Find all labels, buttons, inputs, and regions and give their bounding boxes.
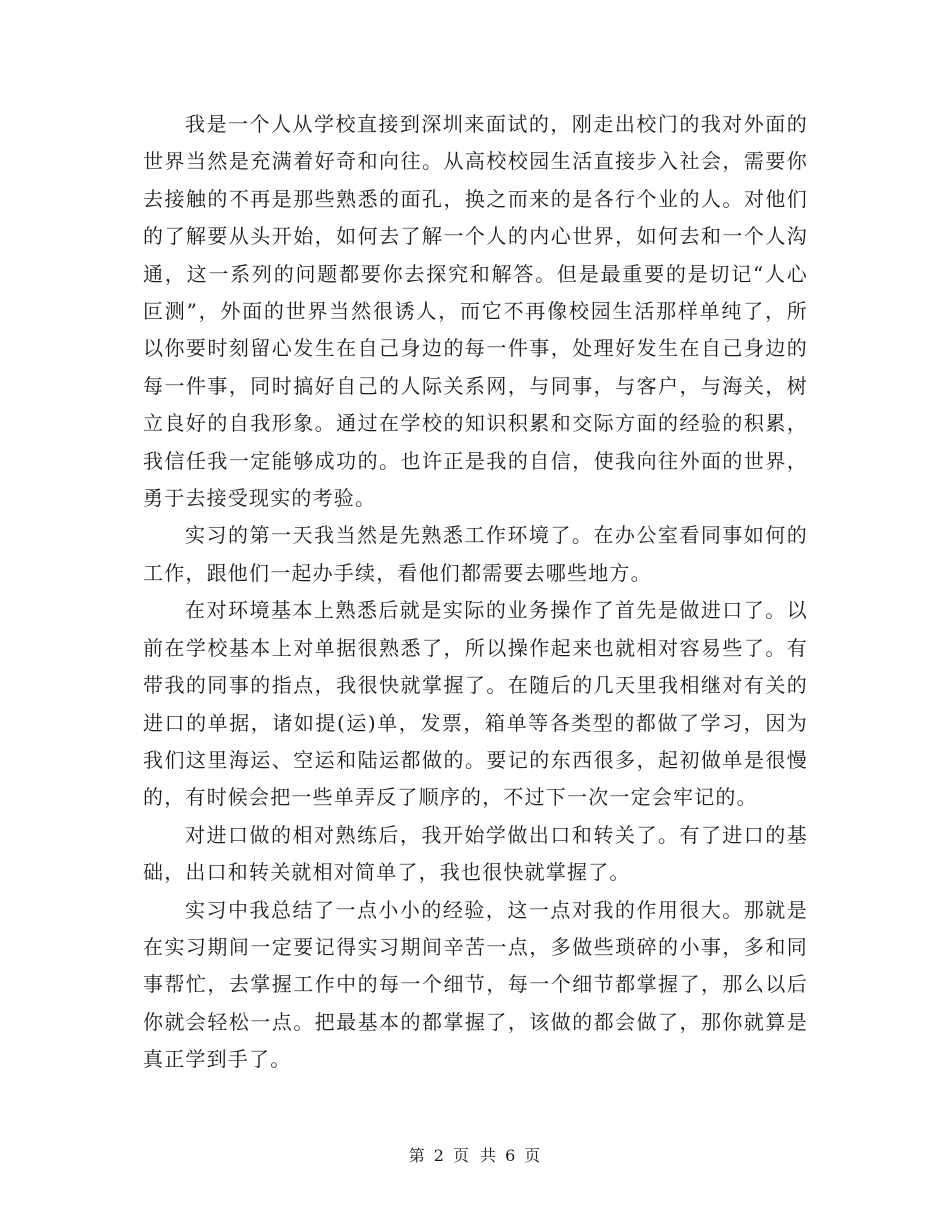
paragraph-1: 我是一个人从学校直接到深圳来面试的，刚走出校门的我对外面的世界当然是充满着好奇和向往。从高校校园生活直接步入社会，需要你去接触的不再是那些熟悉的面孔，换之而来的是各行个业的人。对他们的了解要从头开始，如何去了解一个人的内心世界，如何去和一个人沟通，这一系列的问题都要你去探究和解答。但是最重要的是切记“人心叵测”，外面的世界当然很诱人，而它不再像校园生活那样单纯了，所以你要时刻留心发生在自己身边的每一件事，处理好发生在自己身边的每一件事，同时搞好自己的人际关系网，与同事，与客户，与海关，树立良好的自我形象。通过在学校的知识积累和交际方面的经验的积累，我信任我一定能够成功的。也许正是我的自信，使我向往外面的世界，勇于去接受现实的考验。: [143, 112, 808, 511]
footer-suffix: 页: [524, 1146, 542, 1165]
paragraph-5: 实习中我总结了一点小小的经验，这一点对我的作用很大。那就是在实习期间一定要记得实习期间辛苦一点，多做些琐碎的小事，多和同事帮忙，去掌握工作中的每一个细节，每一个细节都掌握了，那么以后你就会轻松一点。把最基本的都掌握了，该做的都会做了，那你就算是真正学到手了。: [143, 897, 808, 1072]
footer-total-word: 共: [480, 1146, 498, 1165]
footer-total-pages: 6: [505, 1146, 517, 1165]
footer-prefix: 第: [408, 1146, 426, 1165]
document-body: [143, 106, 808, 1079]
paragraph-4: 对进口做的相对熟练后，我开始学做出口和转关了。有了进口的基础，出口和转关就相对简单了，我也很快就掌握了。: [143, 822, 808, 885]
paragraph-3: 在对环境基本上熟悉后就是实际的业务操作了首先是做进口了。以前在学校基本上对单据很熟悉了，所以操作起来也就相对容易些了。有带我的同事的指点，我很快就掌握了。在随后的几天里我相继对有关的进口的单据，诸如提(运)单，发票，箱单等各类型的都做了学习，因为我们这里海运、空运和陆运都做的。要记的东西很多，起初做单是很慢的，有时候会把一些单弄反了顺序的，不过下一次一定会牢记的。: [143, 598, 808, 810]
footer-current-page: 2: [433, 1146, 445, 1165]
page-footer: [0, 1143, 950, 1166]
paragraph-2: 实习的第一天我当然是先熟悉工作环境了。在办公室看同事如何的工作，跟他们一起办手续，看他们都需要去哪些地方。: [143, 523, 808, 585]
footer-page-unit: 页: [452, 1146, 470, 1165]
